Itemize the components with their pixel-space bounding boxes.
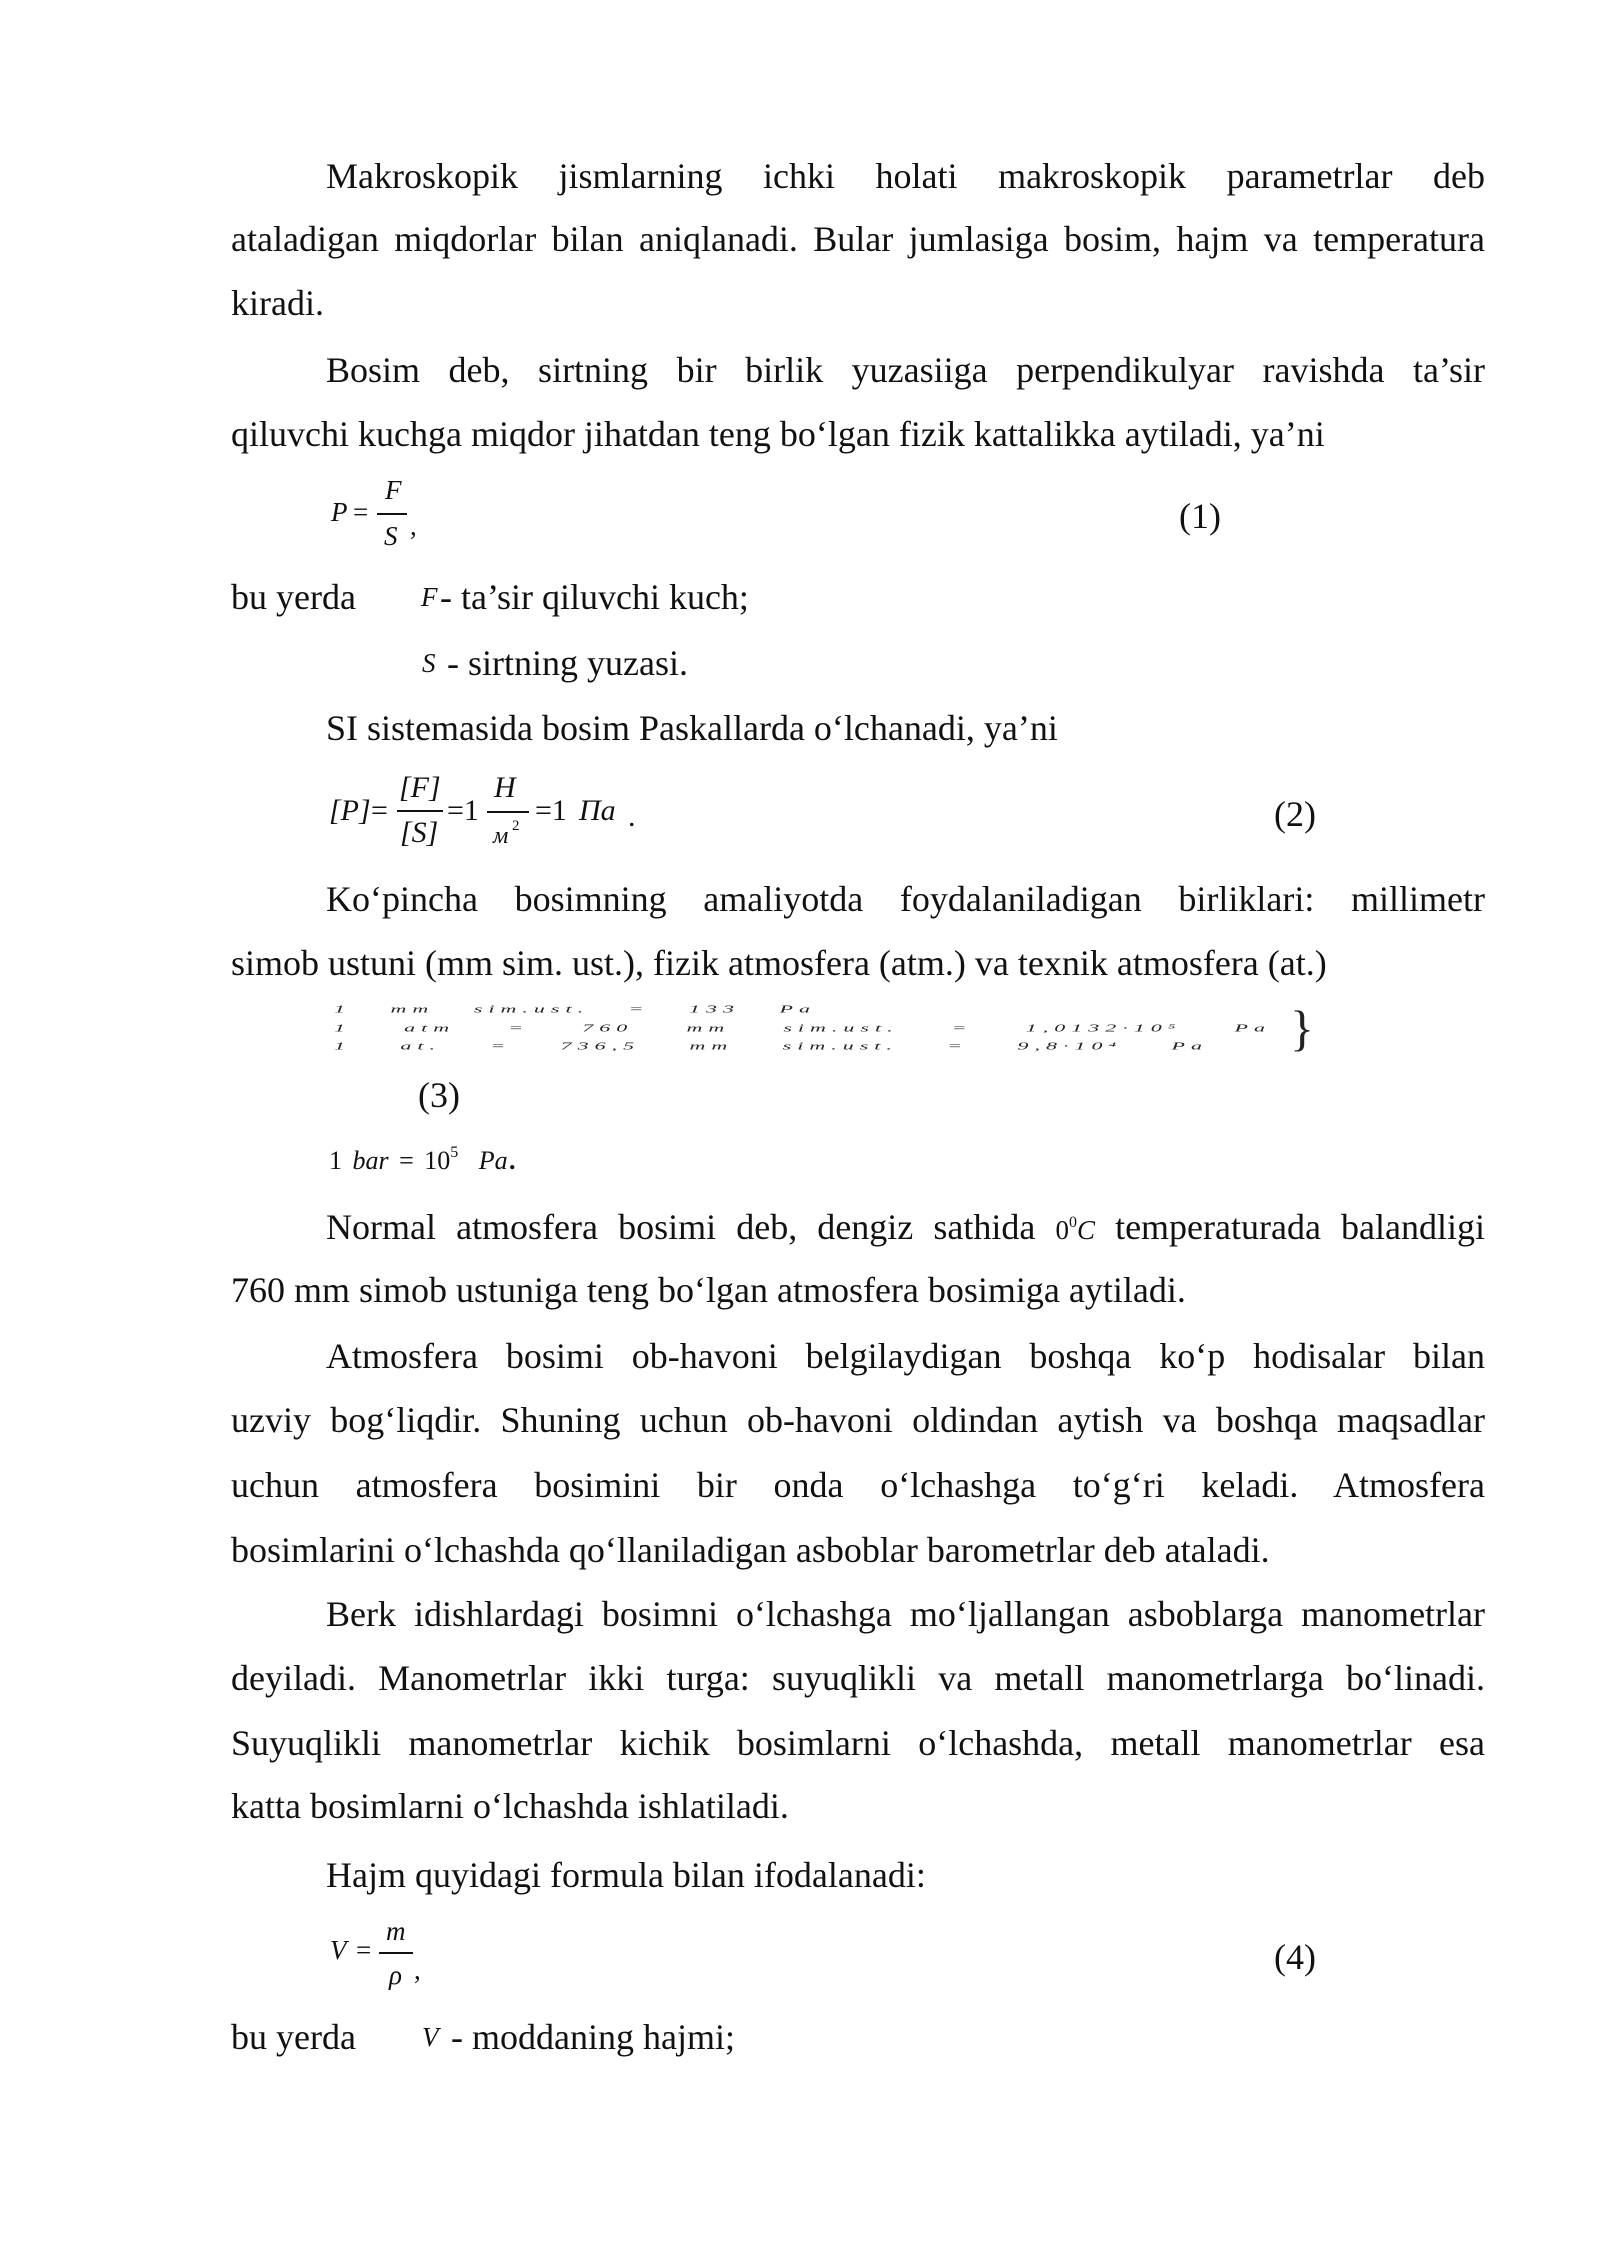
eq1-equals: = bbox=[353, 497, 369, 527]
eq1-fraction-bar bbox=[377, 513, 407, 515]
paragraph-line: qiluvchi kuchga miqdor jihatdan teng bo‘lgan fizik kattalikka aytiladi, ya’ni bbox=[231, 414, 1325, 454]
bar-power-base: 10 bbox=[424, 1146, 451, 1175]
eq4-lhs: V bbox=[330, 1935, 347, 1965]
paragraph-text: Normal atmosfera bosimi deb, dengiz sathida bbox=[326, 1207, 1036, 1247]
eq2-unit-numerator: Н bbox=[494, 771, 516, 804]
eq1-numerator: F bbox=[385, 475, 402, 505]
force-symbol: F bbox=[421, 582, 438, 612]
bar-unit: bar bbox=[352, 1146, 389, 1175]
force-definition: - ta’sir qiluvchi kuch; bbox=[440, 577, 749, 617]
eq1-number: (1) bbox=[1179, 496, 1221, 536]
eq2-unit-denominator: м bbox=[493, 823, 509, 849]
paragraph-line: SI sistemasida bosim Paskallarda o‘lchanadi, ya’ni bbox=[326, 708, 1058, 748]
eq2-lhs: [P] bbox=[329, 794, 371, 827]
paragraph-line: deyiladi. Manometrlar ikki turga: suyuqlikli va metall manometrlarga bo‘linadi. bbox=[231, 1658, 1485, 1698]
eq4-equals: = bbox=[356, 1935, 372, 1965]
paragraph-line: ataladigan miqdorlar bilan aniqlanadi. Bular jumlasiga bosim, hajm va temperatura bbox=[231, 219, 1485, 259]
eq2-number: (2) bbox=[1274, 794, 1316, 834]
paragraph-line: uchun atmosfera bosimini bir onda o‘lchashga to‘g‘ri keladi. Atmosfera bbox=[231, 1465, 1485, 1505]
eq2-fraction-bar bbox=[397, 810, 443, 812]
paragraph-line: Makroskopik jismlarning ichki holati makroskopik parametrlar deb bbox=[326, 156, 1485, 196]
area-symbol: S bbox=[422, 648, 436, 678]
paragraph-line: kiradi. bbox=[231, 283, 324, 323]
bar-equals: = bbox=[399, 1146, 414, 1175]
bar-punctuation: . bbox=[507, 1137, 517, 1177]
paragraph-line: Suyuqlikli manometrlar kichik bosimlarni o‘lchashda, metall manometrlar esa bbox=[231, 1723, 1485, 1763]
definitions-intro: bu yerda bbox=[231, 2017, 356, 2057]
paragraph-line: Bosim deb, sirtning bir birlik yuzasiiga perpendikulyar ravishda ta’sir bbox=[326, 350, 1485, 390]
bar-pascal-unit: Pa bbox=[478, 1146, 508, 1175]
eq2-result-value: =1 bbox=[535, 794, 567, 827]
eq4-punctuation: , bbox=[414, 1955, 421, 1985]
eq2-unit-fraction-bar bbox=[487, 811, 529, 813]
paragraph-line: katta bosimlarni o‘lchashda ishlatiladi. bbox=[231, 1786, 789, 1826]
eq4-numerator: m bbox=[386, 1916, 406, 1946]
eq2-coefficient: =1 bbox=[447, 794, 479, 827]
paragraph-line: bosimlarini o‘lchashda qo‘llaniladigan asboblar barometrlar deb ataladi. bbox=[231, 1530, 1270, 1570]
eq2-equals: = bbox=[371, 794, 388, 827]
temperature-formula bbox=[1055, 1215, 1095, 1245]
eq3-line: 1 at. = 736,5 mm sim.ust. = 9,8·10⁴ Pa bbox=[334, 1039, 1208, 1052]
eq3-line: 1 mm sim.ust. = 133 Pa bbox=[334, 1002, 816, 1015]
eq3-right-brace: } bbox=[1290, 1000, 1314, 1056]
eq2-numerator: [F] bbox=[399, 771, 441, 804]
paragraph-line: 760 mm simob ustuniga teng bo‘lgan atmosfera bosimiga aytiladi. bbox=[231, 1270, 1186, 1310]
celsius-unit: C bbox=[1076, 1215, 1095, 1245]
eq3-line: 1 atm = 760 mm sim.ust. = 1,0132·10⁵ Pa bbox=[334, 1021, 1271, 1034]
paragraph-line: simob ustuni (mm sim. ust.), fizik atmosfera (atm.) va texnik atmosfera (at.) bbox=[231, 943, 1327, 983]
degree-superscript: 0 bbox=[1068, 1214, 1077, 1231]
definitions-intro: bu yerda bbox=[231, 577, 356, 617]
temperature-value: 0 bbox=[1055, 1215, 1069, 1245]
eq2-denominator: [S] bbox=[400, 816, 439, 849]
bar-power-exponent: 5 bbox=[450, 1144, 459, 1161]
eq1-denominator: S bbox=[384, 521, 398, 551]
eq2-unit-exponent: 2 bbox=[512, 818, 520, 834]
eq4-fraction-bar bbox=[379, 1952, 413, 1954]
paragraph-line: Hajm quyidagi formula bilan ifodalanadi: bbox=[326, 1855, 926, 1895]
volume-definition: - moddaning hajmi; bbox=[451, 2017, 735, 2057]
bar-lhs-value: 1 bbox=[329, 1146, 342, 1175]
paragraph-line: uzviy bog‘liqdir. Shuning uchun ob-havoni oldindan aytish va boshqa maqsadlar bbox=[231, 1400, 1485, 1440]
paragraph-line: Atmosfera bosimi ob-havoni belgilaydigan boshqa ko‘p hodisalar bilan bbox=[326, 1336, 1485, 1376]
eq1-punctuation: , bbox=[410, 511, 417, 541]
eq2-punctuation: . bbox=[628, 800, 636, 833]
eq3-number: (3) bbox=[418, 1075, 460, 1115]
eq4-number: (4) bbox=[1274, 1937, 1316, 1977]
bar-pascal-relation bbox=[329, 1137, 517, 1177]
volume-symbol: V bbox=[422, 2022, 439, 2052]
area-definition: - sirtning yuzasi. bbox=[447, 643, 688, 683]
paragraph-line: Berk idishlardagi bosimni o‘lchashga mo‘ljallangan asboblarga manometrlar bbox=[326, 1594, 1485, 1634]
paragraph-line: Ko‘pincha bosimning amaliyotda foydalaniladigan birliklari: millimetr bbox=[326, 879, 1485, 919]
eq4-denominator: ρ bbox=[389, 1960, 402, 1990]
eq2-result-unit: Па bbox=[579, 794, 616, 827]
paragraph-line bbox=[326, 1205, 1485, 1249]
paragraph-text: temperaturada balandligi bbox=[1115, 1207, 1486, 1247]
eq1-lhs: P bbox=[331, 497, 348, 527]
